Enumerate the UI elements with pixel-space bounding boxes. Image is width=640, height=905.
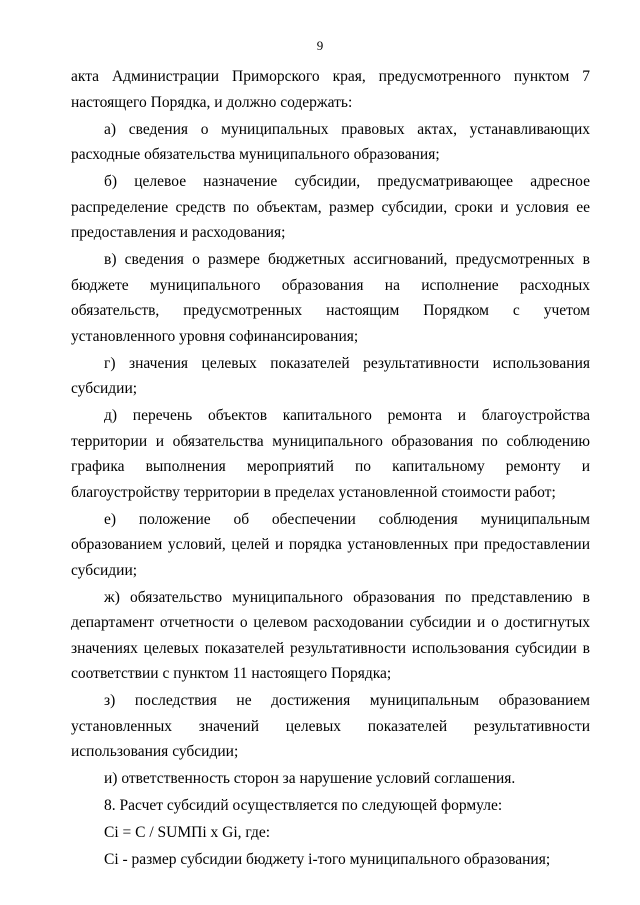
document-body bbox=[71, 64, 590, 873]
paragraph-continuation: акта Администрации Приморского края, предусмотренного пунктом 7 настоящего Порядка, и должно содержать: bbox=[71, 68, 590, 111]
paragraph-item-g: г) значения целевых показателей результативности использования субсидии; bbox=[71, 354, 590, 397]
paragraph-section-8: 8. Расчет субсидий осуществляется по следующей формуле: bbox=[104, 797, 503, 814]
paragraph-item-z: з) последствия не достижения муниципальным образованием установленных значений целевых показателей результативности использования субсидии; bbox=[71, 692, 590, 760]
paragraph-ci-definition: Сi - размер субсидии бюджету i-того муниципального образования; bbox=[104, 851, 551, 868]
paragraph-item-v: в) сведения о размере бюджетных ассигнований, предусмотренных в бюджете муниципального образования на исполнение расходных обязательств, предусмотренных настоящим Порядком с учетом установленного уровня софинансирования; bbox=[71, 251, 590, 345]
paragraph-item-b: б) целевое назначение субсидии, предусматривающее адресное распределение средств по объектам, размер субсидии, сроки и условия ее предоставления и расходования; bbox=[71, 173, 590, 241]
page-number: 9 bbox=[316, 38, 324, 53]
paragraph-item-d: д) перечень объектов капитального ремонта и благоустройства территории и обязательства муниципального образования по соблюдению графика выполнения мероприятий по капитальному ремонту и благоустройству территории в пределах установленной стоимости работ; bbox=[71, 407, 590, 501]
paragraph-item-zh: ж) обязательство муниципального образования по представлению в департамент отчетности о целевом расходовании субсидии и о достигнутых значениях целевых показателей результативности использования субсидии в соответствии с пунктом 11 настоящего Порядка; bbox=[71, 588, 590, 682]
paragraph-item-i: и) ответственность сторон за нарушение условий соглашения. bbox=[104, 770, 516, 787]
paragraph-formula: Сi = С / SUMПi х Gi, где: bbox=[104, 824, 271, 841]
paragraph-item-e: е) положение об обеспечении соблюдения муниципальным образованием условий, целей и порядка установленных при предоставлении субсидии; bbox=[71, 510, 590, 579]
paragraph-item-a: а) сведения о муниципальных правовых актах, устанавливающих расходные обязательства муниципального образования; bbox=[71, 120, 590, 163]
